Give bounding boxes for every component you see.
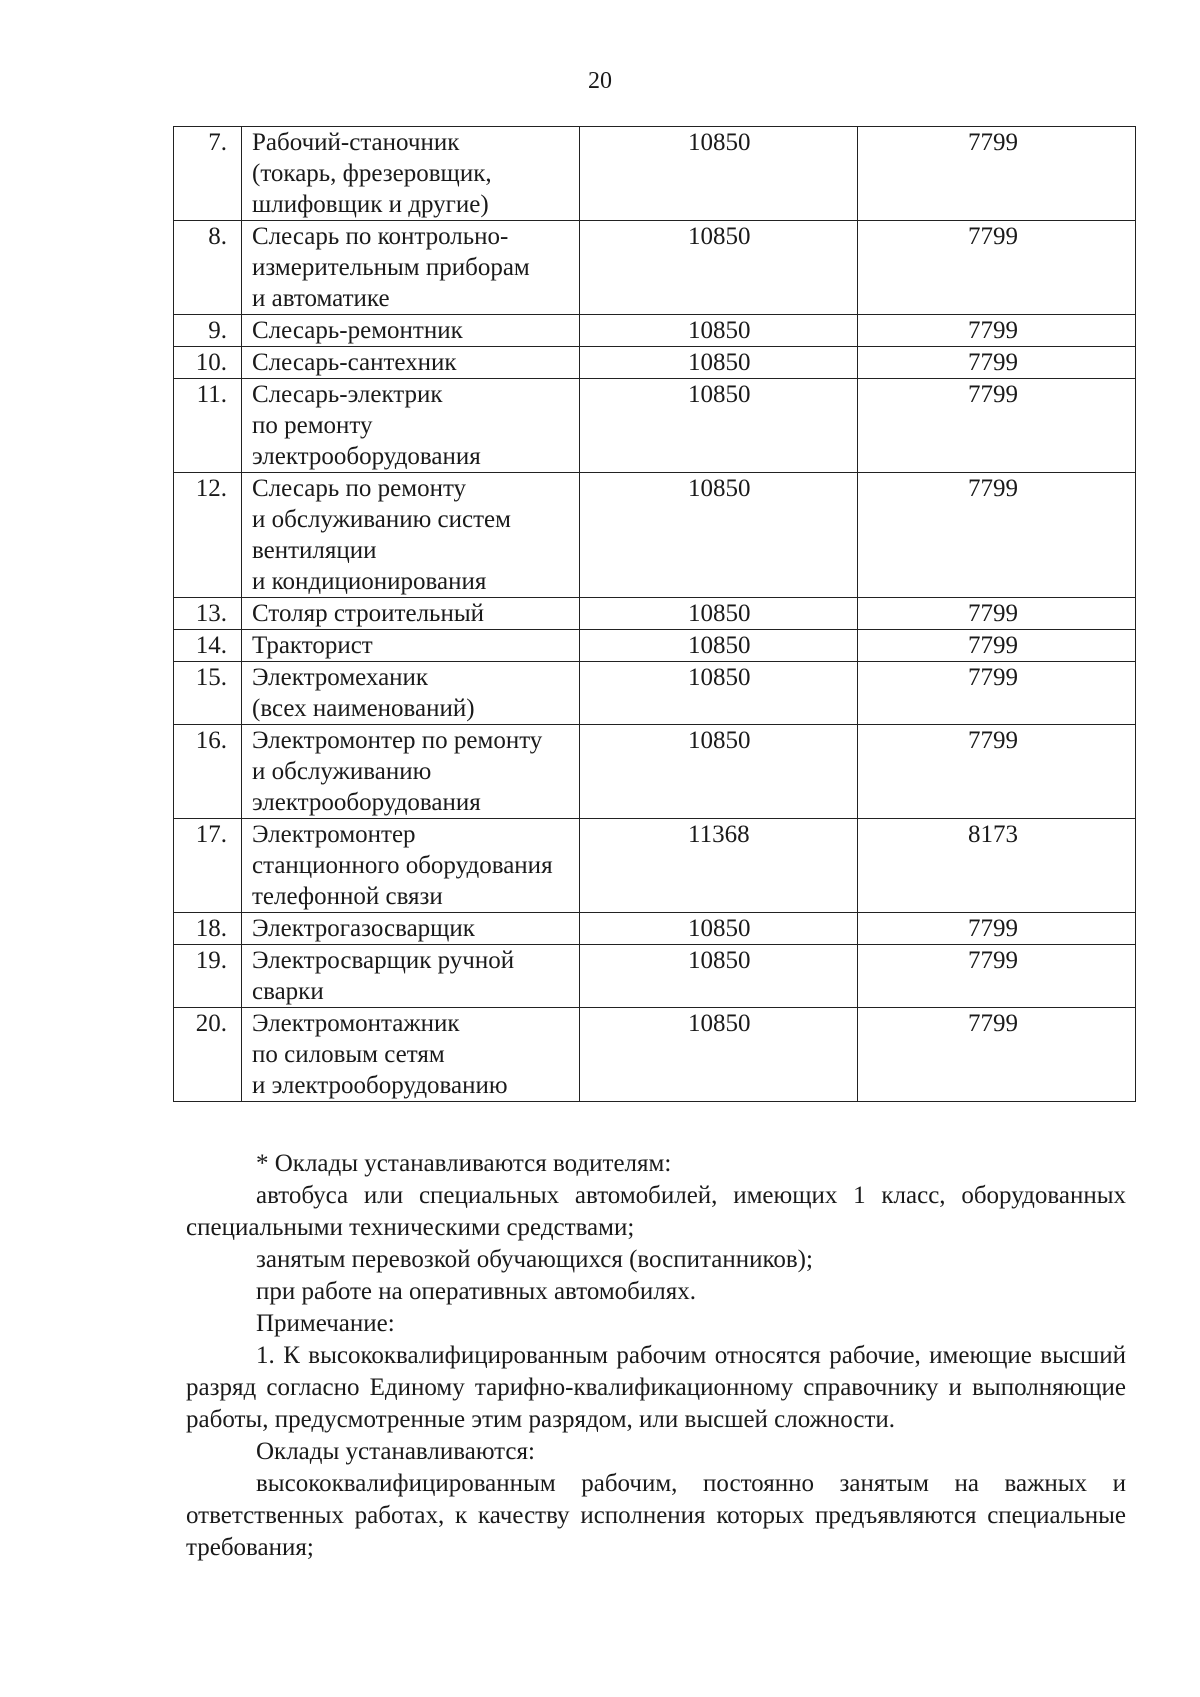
- profession-name: [242, 127, 580, 221]
- salary-table-body: [174, 127, 1136, 1102]
- row-number: 10.: [174, 347, 242, 379]
- salary-table: [173, 126, 1136, 1102]
- profession-name-line: (токарь, фрезеровщик,: [252, 160, 492, 187]
- salary-value-2: 7799: [858, 630, 1136, 662]
- profession-name-line: Столяр строительный: [252, 600, 484, 627]
- profession-name-line: телефонной связи: [252, 883, 443, 910]
- salary-value-1: 10850: [580, 598, 858, 630]
- profession-name: [242, 819, 580, 913]
- salary-value-1: 10850: [580, 473, 858, 598]
- profession-name-line: Слесарь-ремонтник: [252, 317, 463, 344]
- row-number: 8.: [174, 221, 242, 315]
- profession-name-line: вентиляции: [252, 537, 377, 564]
- profession-name: [242, 473, 580, 598]
- profession-name: [242, 221, 580, 315]
- row-number: 7.: [174, 127, 242, 221]
- salary-value-1: 10850: [580, 725, 858, 819]
- profession-name-line: по ремонту: [252, 412, 373, 439]
- profession-name: [242, 598, 580, 630]
- salary-value-2: 7799: [858, 473, 1136, 598]
- table-row: [174, 945, 1136, 1008]
- note-drivers-bus: автобуса или специальных автомобилей, имеющих 1 класс, оборудованных специальными техническими средствами;: [186, 1182, 1126, 1241]
- profession-name-line: измерительным приборам: [252, 254, 530, 281]
- row-number: 11.: [174, 379, 242, 473]
- table-row: [174, 347, 1136, 379]
- salary-value-1: 11368: [580, 819, 858, 913]
- salary-value-2: 7799: [858, 315, 1136, 347]
- profession-name-line: Электромеханик: [252, 664, 429, 691]
- table-row: [174, 473, 1136, 598]
- note-remark-heading: Примечание:: [256, 1310, 395, 1337]
- profession-name: [242, 1008, 580, 1102]
- profession-name-line: (всех наименований): [252, 695, 475, 722]
- profession-name-line: Электромонтер по ремонту: [252, 727, 543, 754]
- note-drivers-heading: * Оклады устанавливаются водителям:: [256, 1150, 672, 1177]
- salary-value-2: 7799: [858, 662, 1136, 725]
- table-row: [174, 221, 1136, 315]
- salary-value-1: 10850: [580, 662, 858, 725]
- profession-name-line: Тракторист: [252, 632, 373, 659]
- salary-value-2: 7799: [858, 221, 1136, 315]
- profession-name: [242, 347, 580, 379]
- row-number: 14.: [174, 630, 242, 662]
- profession-name-line: Электромонтажник: [252, 1010, 460, 1037]
- profession-name-line: Электрогазосварщик: [252, 915, 475, 942]
- profession-name-line: сварки: [252, 978, 324, 1005]
- salary-value-2: 7799: [858, 1008, 1136, 1102]
- table-row: [174, 913, 1136, 945]
- salary-value-2: 7799: [858, 913, 1136, 945]
- salary-value-1: 10850: [580, 347, 858, 379]
- table-row: [174, 1008, 1136, 1102]
- table-row: [174, 598, 1136, 630]
- page-number: 20: [588, 68, 612, 94]
- row-number: 20.: [174, 1008, 242, 1102]
- row-number: 19.: [174, 945, 242, 1008]
- row-number: 12.: [174, 473, 242, 598]
- salary-value-2: 7799: [858, 379, 1136, 473]
- row-number: 13.: [174, 598, 242, 630]
- note-drivers-students: занятым перевозкой обучающихся (воспитанников);: [256, 1246, 813, 1273]
- row-number: 9.: [174, 315, 242, 347]
- salary-value-1: 10850: [580, 379, 858, 473]
- profession-name: [242, 725, 580, 819]
- row-number: 16.: [174, 725, 242, 819]
- profession-name: [242, 315, 580, 347]
- profession-name-line: Слесарь-сантехник: [252, 349, 457, 376]
- profession-name-line: и обслуживанию: [252, 758, 432, 785]
- salary-value-2: 7799: [858, 598, 1136, 630]
- salary-value-1: 10850: [580, 315, 858, 347]
- profession-name-line: электрооборудования: [252, 789, 481, 816]
- profession-name-line: Слесарь-электрик: [252, 381, 443, 408]
- salary-value-2: 7799: [858, 127, 1136, 221]
- salary-value-1: 10850: [580, 630, 858, 662]
- profession-name-line: и обслуживанию систем: [252, 506, 511, 533]
- profession-name-line: шлифовщик и другие): [252, 191, 489, 218]
- profession-name: [242, 630, 580, 662]
- note-drivers-operative: при работе на оперативных автомобилях.: [256, 1278, 696, 1305]
- salary-value-1: 10850: [580, 127, 858, 221]
- salary-value-1: 10850: [580, 221, 858, 315]
- profession-name-line: электрооборудования: [252, 443, 481, 470]
- salary-value-1: 10850: [580, 945, 858, 1008]
- salary-value-2: 7799: [858, 347, 1136, 379]
- salary-value-1: 10850: [580, 1008, 858, 1102]
- profession-name-line: Слесарь по контрольно-: [252, 223, 509, 250]
- note-remark-1: 1. К высококвалифицированным рабочим относятся рабочие, имеющие высший разряд согласно Единому тарифно-квалификационному справочнику и выполняющие работы, предусмотренные этим разрядом, или высшей сложности.: [186, 1342, 1126, 1433]
- table-row: [174, 662, 1136, 725]
- row-number: 17.: [174, 819, 242, 913]
- profession-name: [242, 662, 580, 725]
- salary-value-1: 10850: [580, 913, 858, 945]
- notes-section: [186, 1148, 1126, 1564]
- profession-name: [242, 379, 580, 473]
- profession-name: [242, 945, 580, 1008]
- profession-name-line: станционного оборудования: [252, 852, 553, 879]
- salary-value-2: 7799: [858, 945, 1136, 1008]
- profession-name-line: и электрооборудованию: [252, 1072, 508, 1099]
- profession-name: [242, 913, 580, 945]
- note-salaries-highly-qualified: высококвалифицированным рабочим, постоянно занятым на важных и ответственных работах, к качеству исполнения которых предъявляются специальные требования;: [186, 1470, 1126, 1561]
- note-salaries-heading: Оклады устанавливаются:: [256, 1438, 535, 1465]
- table-row: [174, 315, 1136, 347]
- salary-value-2: 7799: [858, 725, 1136, 819]
- profession-name-line: Электросварщик ручной: [252, 947, 515, 974]
- table-row: [174, 630, 1136, 662]
- row-number: 18.: [174, 913, 242, 945]
- row-number: 15.: [174, 662, 242, 725]
- profession-name-line: Слесарь по ремонту: [252, 475, 467, 502]
- table-row: [174, 127, 1136, 221]
- table-row: [174, 725, 1136, 819]
- profession-name-line: и кондиционирования: [252, 568, 487, 595]
- profession-name-line: и автоматике: [252, 285, 390, 312]
- table-row: [174, 819, 1136, 913]
- table-row: [174, 379, 1136, 473]
- profession-name-line: по силовым сетям: [252, 1041, 445, 1068]
- salary-value-2: 8173: [858, 819, 1136, 913]
- profession-name-line: Электромонтер: [252, 821, 416, 848]
- profession-name-line: Рабочий-станочник: [252, 129, 460, 156]
